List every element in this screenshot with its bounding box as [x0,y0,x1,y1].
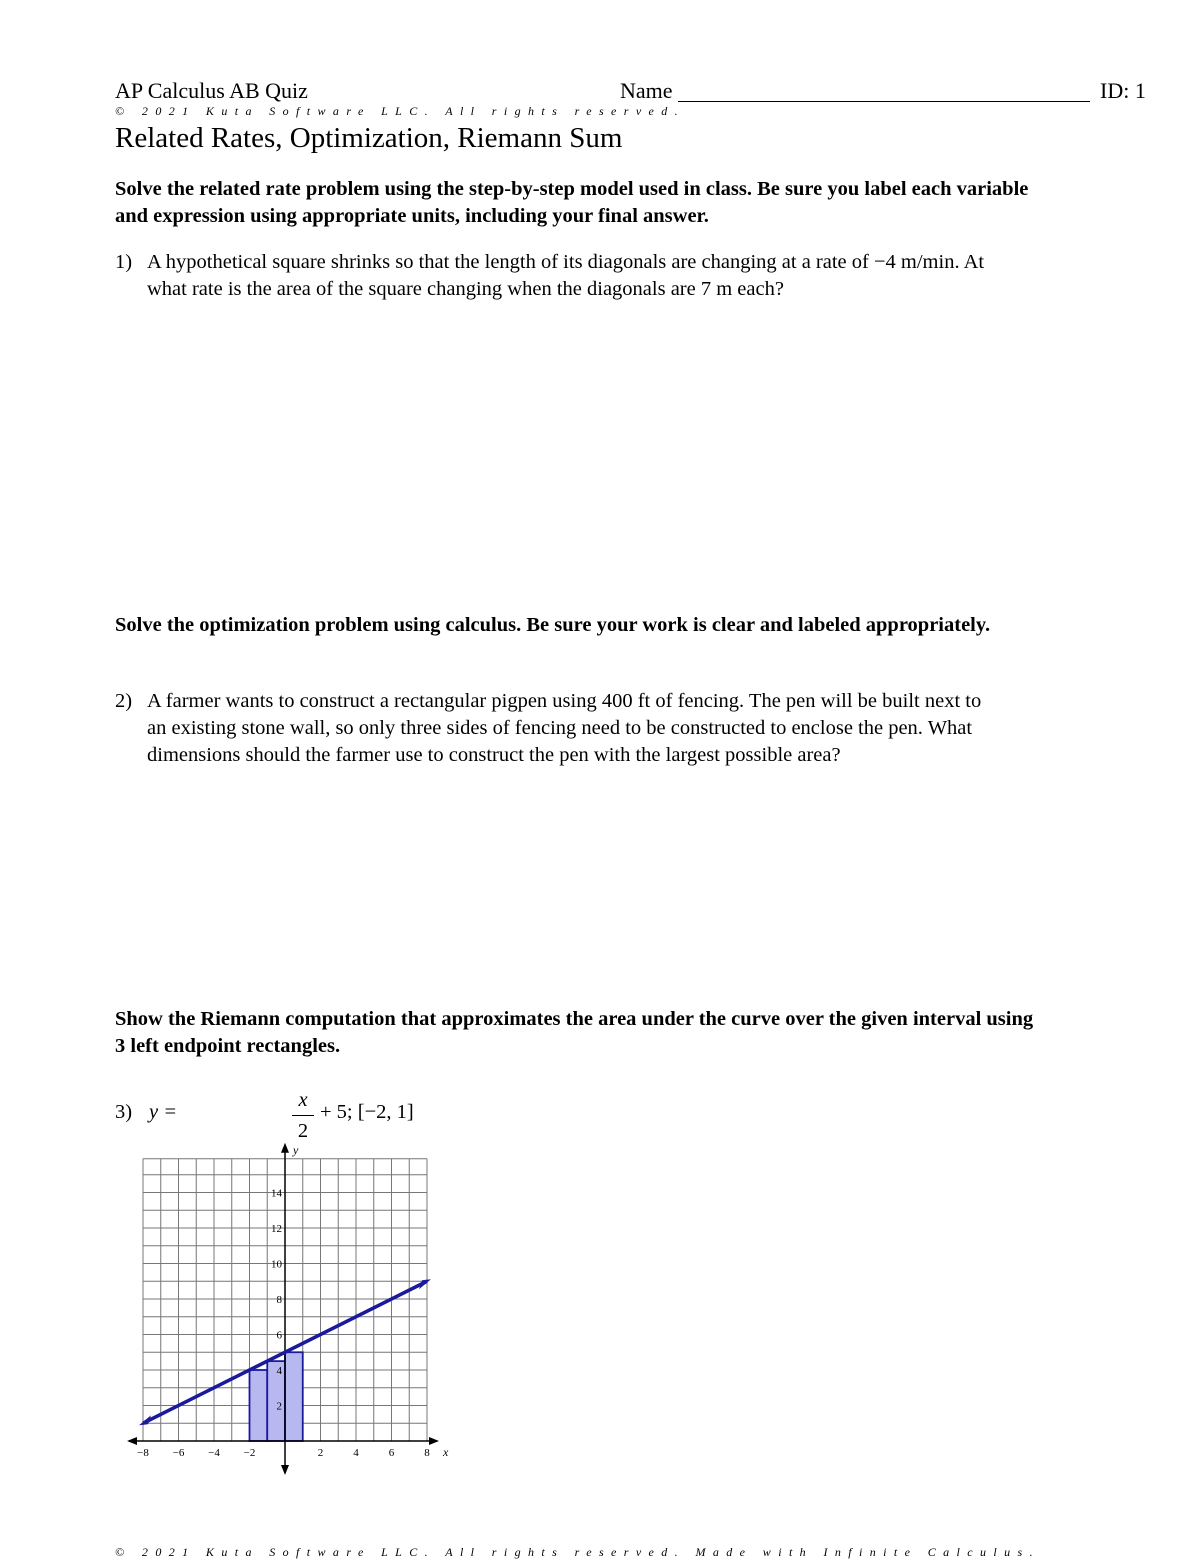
x-axis-arrow-left [127,1437,137,1445]
section-2-instructions: Solve the optimization problem using calculus. Be sure your work is clear and labeled appropriately. [115,614,991,636]
fraction-denominator: 2 [297,1120,309,1142]
y-tick-label: 8 [276,1294,282,1306]
y-tick-label: 14 [271,1187,282,1200]
y-tick-label: 6 [276,1329,282,1342]
x-tick-label: −4 [208,1447,220,1459]
x-axis-label: x [443,1445,449,1459]
equation-rest: + 5; [−2, 1] [320,1101,414,1123]
problem-2 [115,688,995,769]
fraction-numerator: x [298,1089,308,1111]
riemann-graph [115,1142,455,1490]
x-tick-label: 2 [317,1447,324,1459]
y-tick-label: 12 [271,1223,282,1235]
name-label: Name [620,78,673,103]
problem-1 [115,249,995,303]
riemann-rectangle-1 [250,1370,268,1441]
riemann-rectangle-3 [285,1352,303,1441]
y-tick-label: 4 [276,1365,282,1377]
fraction-bar [292,1115,314,1116]
copyright-footer: © 2021 Kuta Software LLC. All rights reserved. Made with Infinite Calculus. [115,1545,1041,1559]
id-label: ID: 1 [1100,78,1146,103]
problem-2-text: A farmer wants to construct a rectangular pigpen using 400 ft of fencing. The pen will be built next to an existing stone wall, so only three sides of fencing need to be constructed to enclose the pen. What dimensions should the farmer use to construct the pen with the largest possible area? [147,690,982,766]
y-tick-label: 10 [271,1258,282,1271]
y-axis-label: y [293,1142,299,1157]
y-axis-arrow-down [281,1465,289,1475]
worksheet-title: Related Rates, Optimization, Riemann Sum [115,122,623,154]
copyright-header: © 2021 Kuta Software LLC. All rights reserved. [115,104,686,118]
problem-1-number: 1) [115,251,133,273]
section-1-instructions: Solve the related rate problem using the step-by-step model used in class. Be sure you label each variable and expression using appropriate units, including your final answer. [115,178,1029,227]
x-tick-label: −2 [243,1447,256,1459]
x-tick-label: 6 [388,1447,395,1459]
problem-3 [115,1089,415,1149]
problem-1-text: A hypothetical square shrinks so that the length of its diagonals are changing at a rate of −4 m/min. At what rate is the area of the square changing when the diagonals are 7 m each? [147,251,985,300]
problem-2-number: 2) [115,690,133,712]
x-tick-label: −8 [137,1447,149,1459]
name-blank-line [678,101,1090,102]
section-3-instructions: Show the Riemann computation that approximates the area under the curve over the given interval using 3 left endpoint rectangles. [115,1008,1034,1057]
equation-lhs: y = [149,1101,178,1123]
quiz-title: AP Calculus AB Quiz [115,78,308,103]
x-tick-label: 8 [424,1447,430,1459]
x-tick-label: −6 [172,1447,185,1459]
y-tick-label: 2 [276,1400,282,1413]
problem-3-number: 3) [115,1101,133,1123]
x-axis-arrow-right [429,1437,439,1445]
x-tick-label: 4 [353,1447,359,1459]
